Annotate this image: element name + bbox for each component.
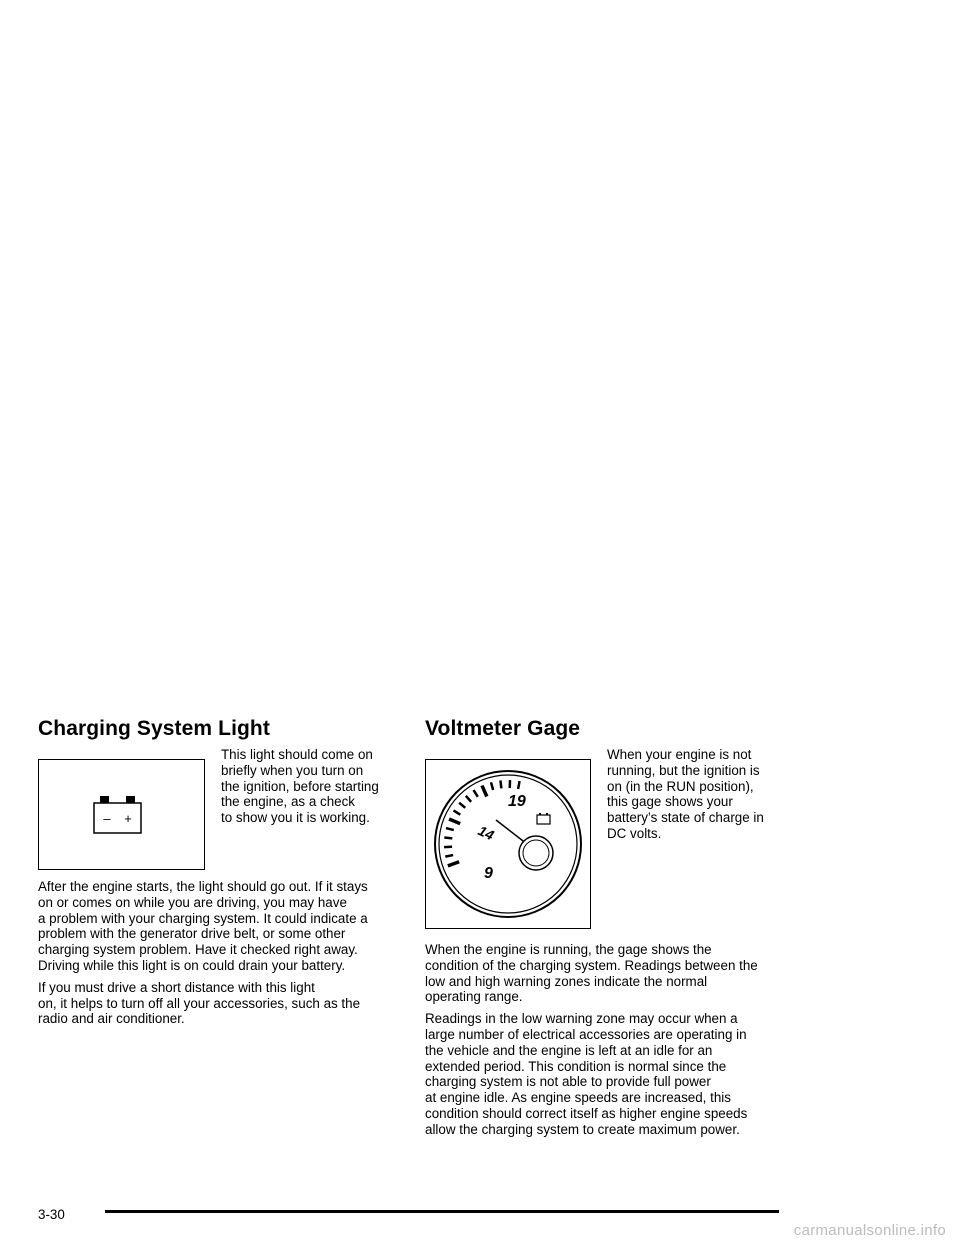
section-title-charging-system: Charging System Light [38,717,270,740]
gauge-tick [500,780,501,788]
charging-paragraph-2: If you must drive a short distance with this light on, it helps to turn off all your accessories, such as the radio and air conditioner. [38,979,361,1027]
battery-icon [39,760,203,868]
battery-plus-label: + [124,811,132,826]
watermark: carmanualsonline.info [793,1222,946,1239]
charging-side-text: This light should come on briefly when you turn on the ignition, before starting the engine, as a check to show you it is working. [221,747,379,826]
page-number: 3-30 [38,1207,65,1222]
gauge-tick [448,862,459,866]
charging-body-text [38,879,368,1033]
gauge-tick [459,803,465,808]
battery-minus-label: – [103,811,111,826]
section-title-voltmeter: Voltmeter Gage [425,717,581,740]
gauge-tick [453,810,460,814]
gauge-tick [449,819,460,824]
charging-system-section [38,716,394,1027]
gauge-battery-icon [537,813,550,824]
charging-light-figure [38,759,205,870]
gauge-label-high: 19 [508,793,526,810]
voltmeter-paragraph-1: When the engine is running, the gage shows the condition of the charging system. Readings between the low and high warning zones indicate the normal operating range. [425,942,758,1005]
voltmeter-figure [425,759,591,929]
gauge-tick [446,828,454,830]
charging-paragraph-1: After the engine starts, the light should go out. If it stays on or comes on while you are driving, you may have a problem with your charging system. It could indicate a problem with the generator drive belt, or some other charging system problem. Have it checked right away. Driving while this light is on could drain your battery. [38,879,368,973]
gauge-hub [519,836,553,870]
gauge-tick [466,796,471,802]
voltmeter-figure-row [425,747,789,930]
gauge-tick [482,786,487,797]
voltmeter-body-text [425,942,758,1144]
voltmeter-side-text: When your engine is not running, but the ignition is on (in the RUN position), this gage shows your battery’s state of charge in DC volts. [607,747,764,841]
voltmeter-gauge-icon [426,760,589,927]
gauge-tick [474,790,478,797]
gauge-tick [491,782,493,790]
gauge-label-mid: 14 [475,822,497,844]
gauge-tick [518,781,519,789]
gauge-label-low: 9 [484,865,493,882]
voltmeter-section [425,716,789,1137]
gauge-tick [445,855,453,857]
footer-rule [105,1210,779,1213]
voltmeter-paragraph-2: Readings in the low warning zone may occur when a large number of electrical accessories are operating in the vehicle and the engine is left at an idle for an extended period. This condition is normal since the charging system is not able to provide full power at engine idle. As engine speeds are increased, this condition should correct itself as higher engine speeds allow the charging system to create maximum power. [425,1011,748,1137]
gauge-tick [444,838,452,839]
